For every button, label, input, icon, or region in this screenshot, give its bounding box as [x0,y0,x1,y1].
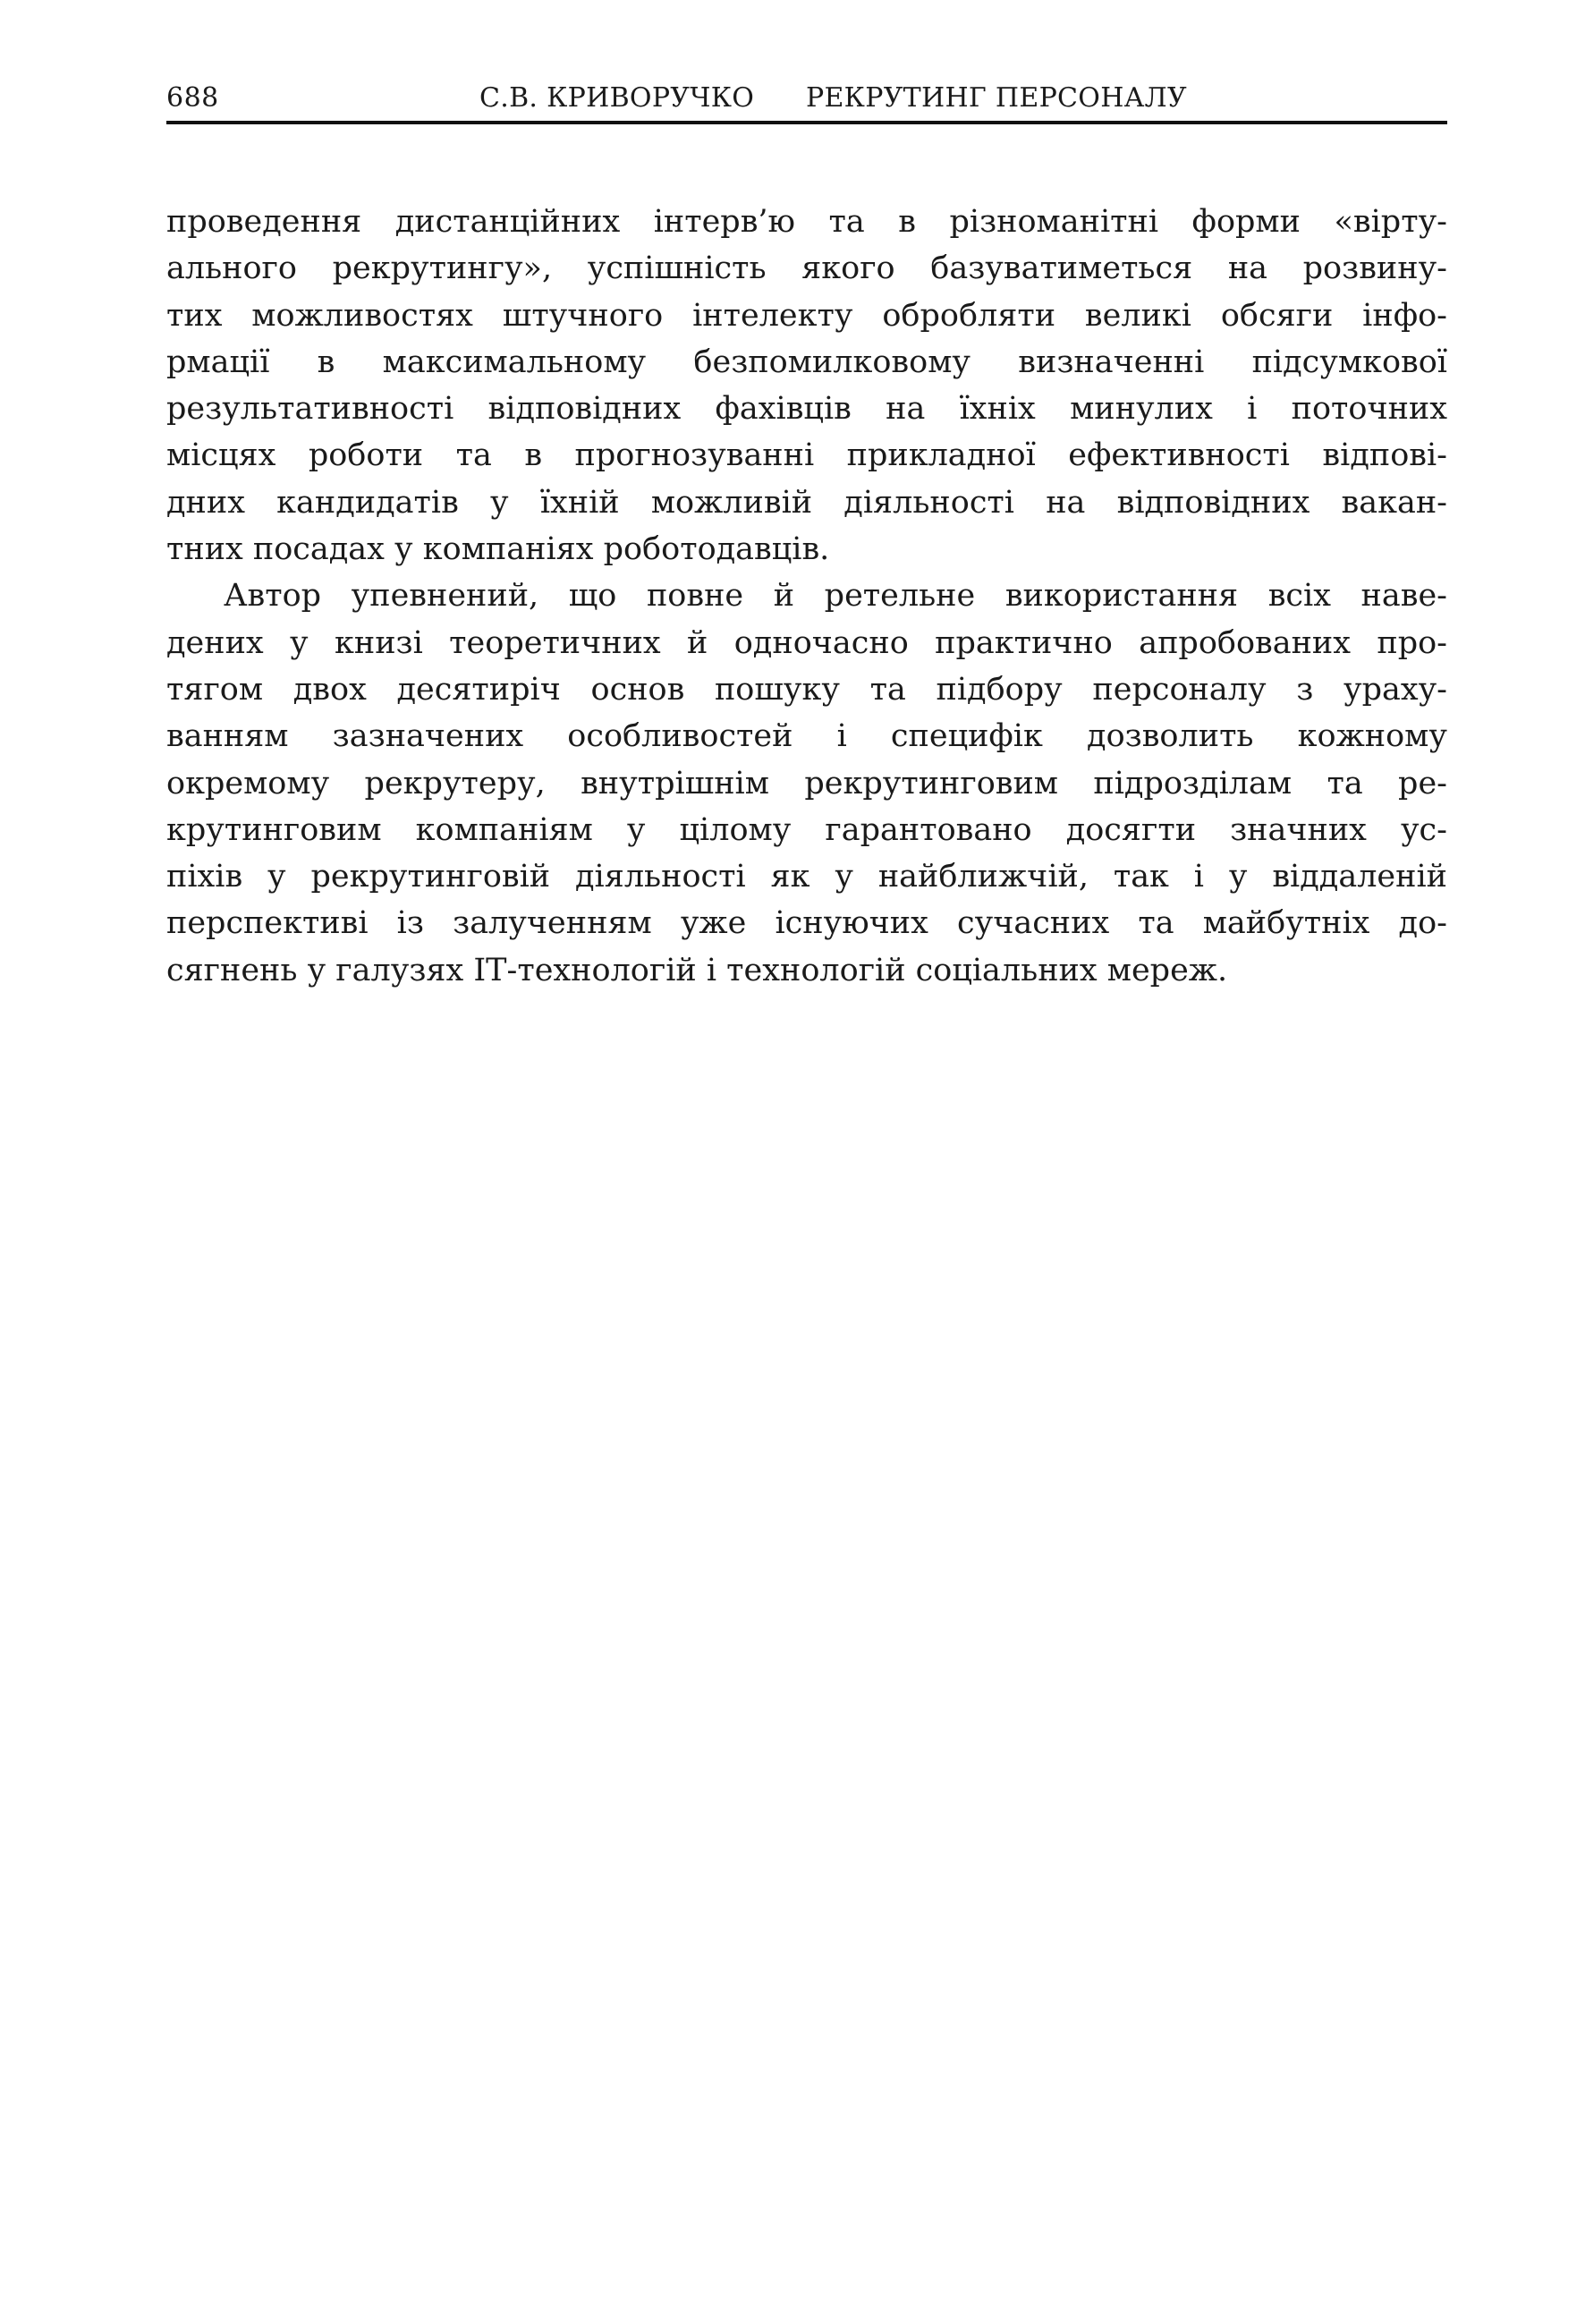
text-line: сягнень у галузях ІТ-технологій і технологій соціальних мереж. [166,952,1228,988]
running-header-book-title: РЕКРУТИНГ ПЕРСОНАЛУ [806,82,1187,114]
running-header [166,79,1447,118]
text-line: окремому рекрутеру, внутрішнім рекрутинговим підрозділам та ре- [166,765,1447,802]
page-number: 688 [166,82,219,114]
text-line: рмації в максимальному безпомилковому визначенні підсумкової [166,344,1447,380]
header-rule [166,121,1447,124]
text-line: тягом двох десятиріч основ пошуку та підбору персоналу з ураху- [166,671,1447,708]
body-text [166,199,1447,994]
text-line: перспективі із залученням уже існуючих сучасних та майбутніх до- [166,905,1447,942]
paragraph [166,199,1447,573]
text-line: тих можливостях штучного інтелекту обробляти великі обсяги інфо- [166,297,1447,334]
running-header-author: С.В. КРИВОРУЧКО [479,82,755,114]
text-line: дних кандидатів у їхній можливій діяльності на відповідних вакан- [166,484,1447,521]
text-line: місцях роботи та в прогнозуванні прикладної ефективності відпові- [166,437,1447,474]
text-line: тних посадах у компаніях роботодавців. [166,531,830,568]
text-line: ванням зазначених особливостей і специфік дозволить кожному [166,718,1447,755]
text-line: крутинговим компаніям у цілому гарантовано досягти значних ус- [166,811,1447,848]
text-line: ального рекрутингу», успішність якого базуватиметься на розвину- [166,250,1447,287]
text-line: дених у книзі теоретичних й одночасно практично апробованих про- [166,624,1447,661]
text-line: проведення дистанційних інтерв’ю та в різноманітні форми «вірту- [166,204,1447,240]
text-line: Автор упевнений, що повне й ретельне використання всіх наве- [224,578,1447,615]
text-line: піхів у рекрутинговій діяльності як у найближчій, так і у віддаленій [166,859,1447,895]
text-line: результативності відповідних фахівців на їхніх минулих і поточних [166,391,1447,428]
paragraph [166,573,1447,994]
